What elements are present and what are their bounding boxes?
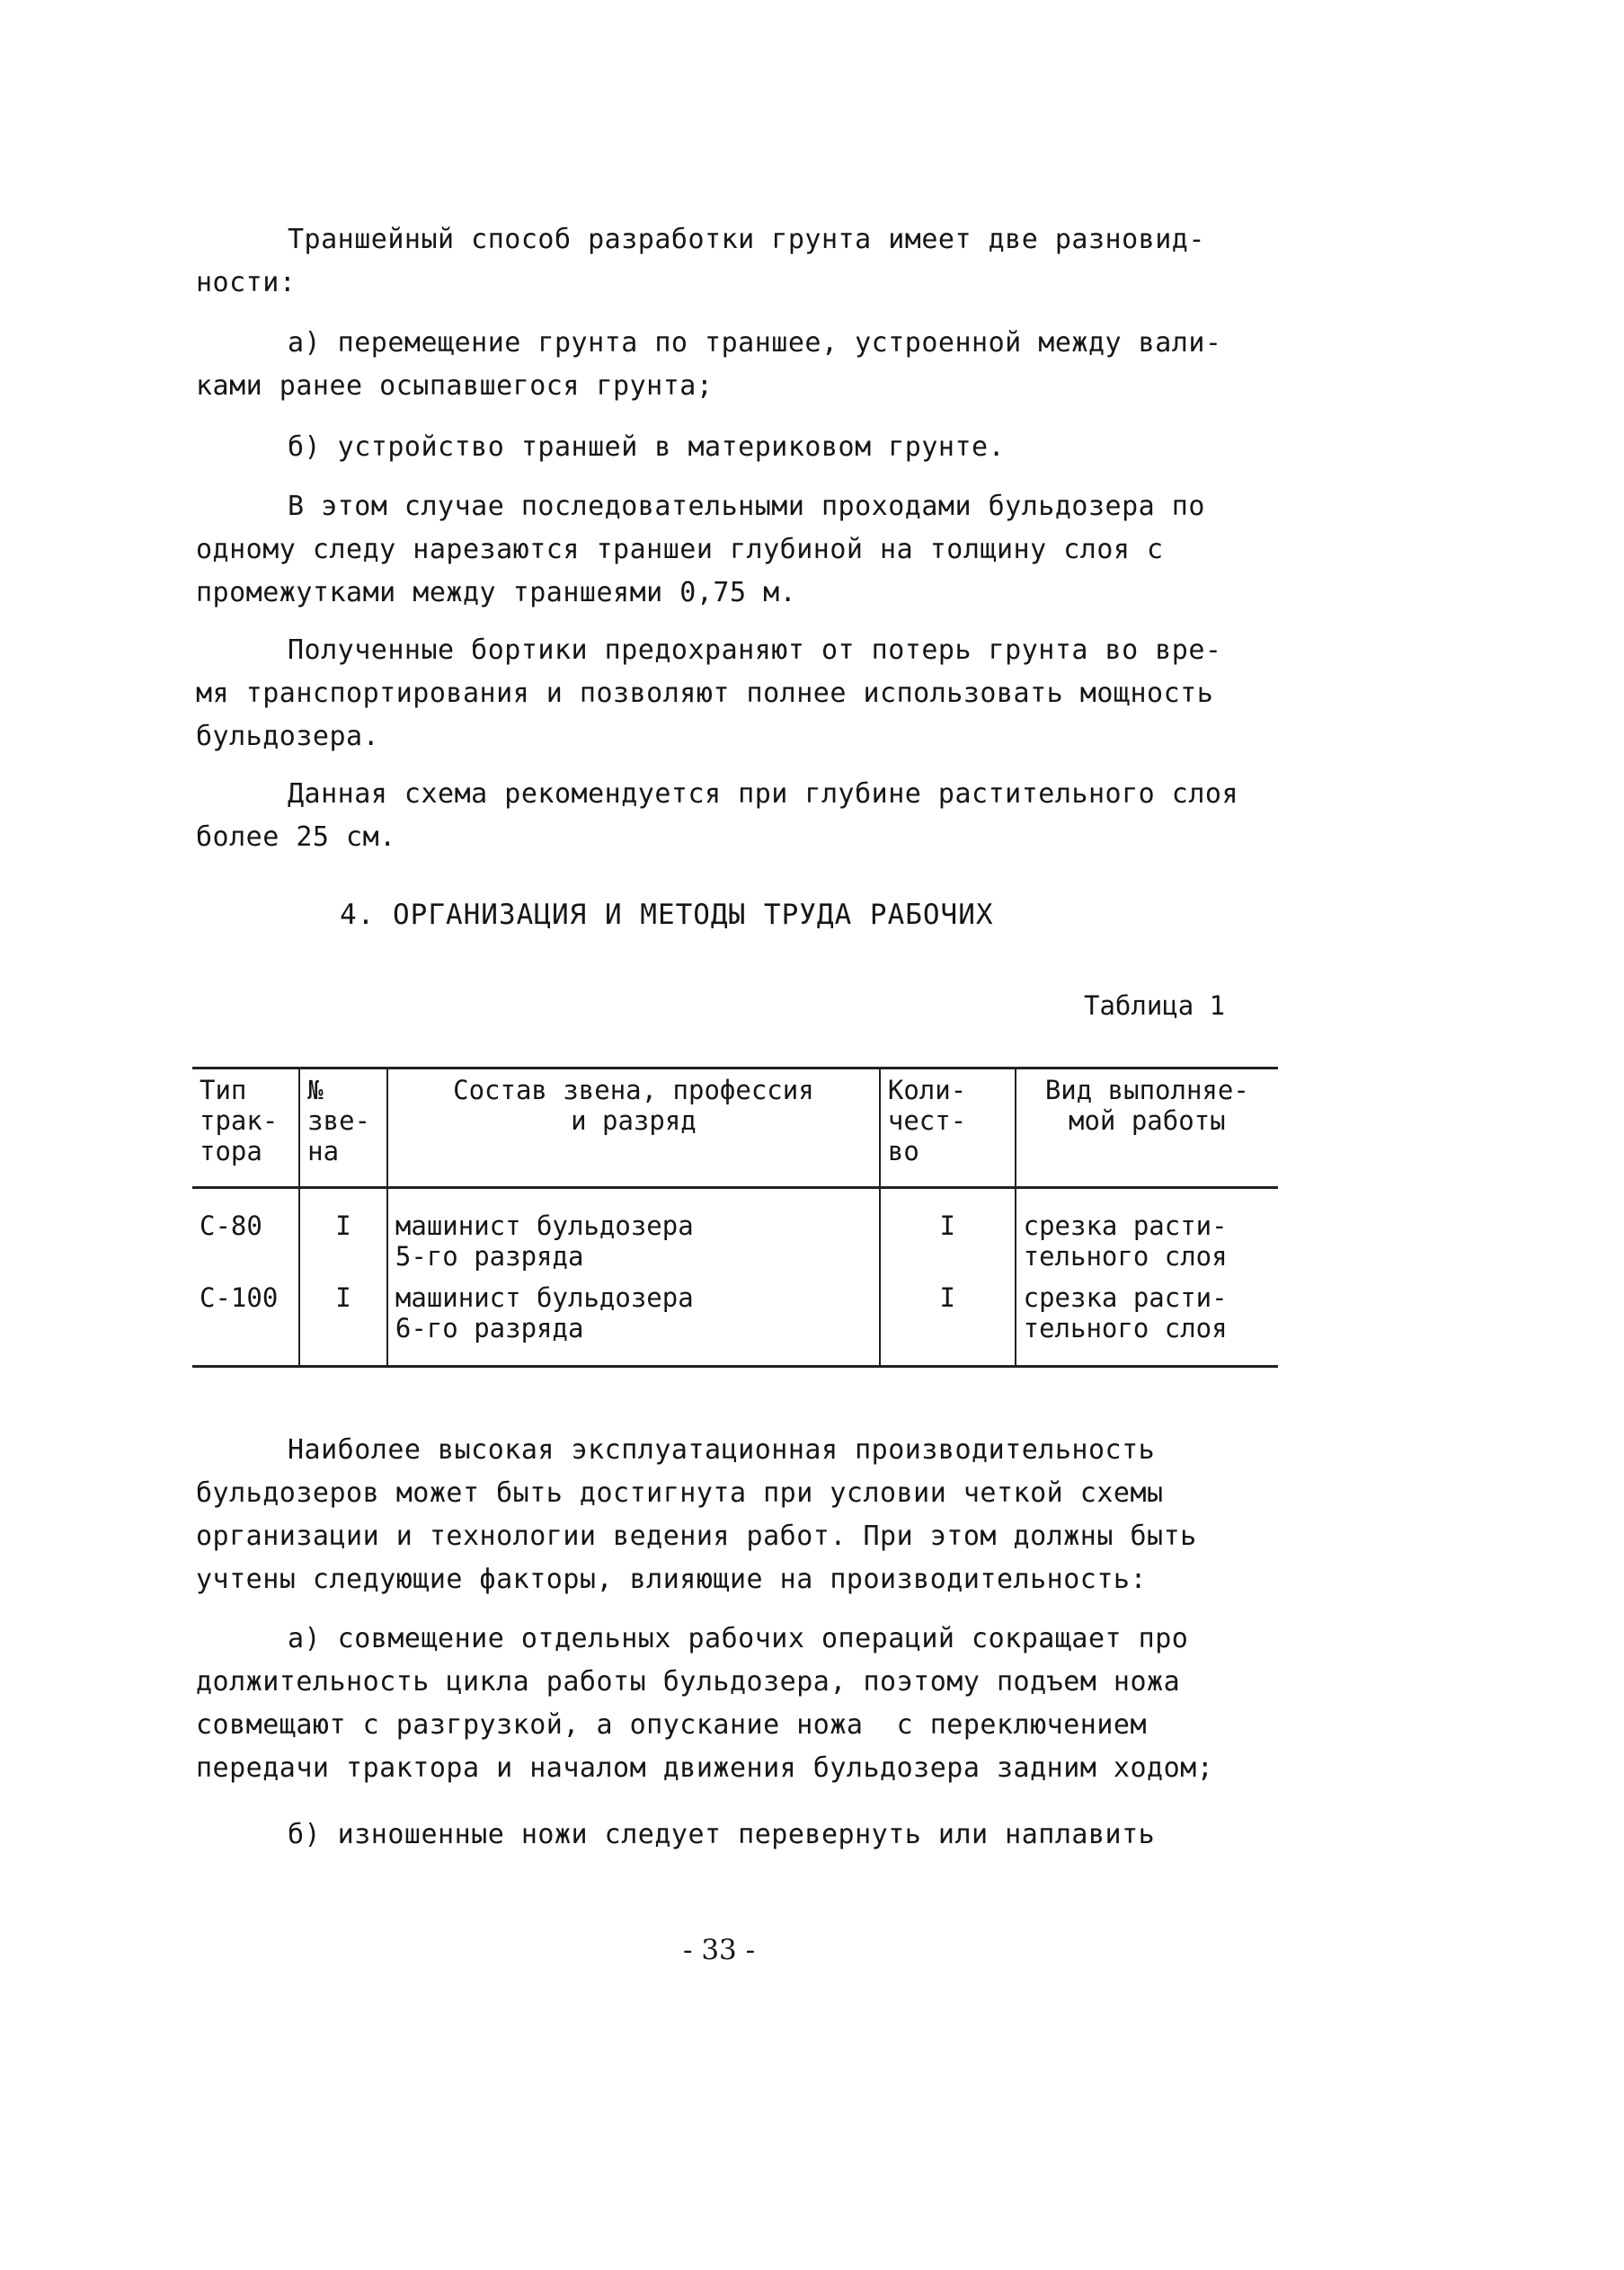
cell-composition: [387, 1188, 880, 1278]
top-paragraph: [196, 629, 1301, 758]
cell-line: срезка расти-: [1023, 1282, 1228, 1313]
header-line: на: [307, 1136, 340, 1166]
section-heading: 4. ОРГАНИЗАЦИЯ И МЕТОДЫ ТРУДА РАБОЧИХ: [340, 899, 994, 931]
cell-composition: [387, 1277, 880, 1367]
cell-tractor-type: [192, 1277, 299, 1367]
text-line: б) устройство траншей в материковом грунте.: [288, 431, 1006, 463]
cell-line: 5-го разряда: [395, 1241, 584, 1272]
cell-line: машинист бульдозера: [395, 1210, 694, 1241]
text-line: б) изношенные ножи следует перевернуть или наплавить: [288, 1819, 1156, 1850]
text-line: а) перемещение грунта по траншее, устроенной между вали-: [288, 327, 1222, 359]
text-line: бульдозеров может быть достигнута при условии четкой схемы: [196, 1477, 1164, 1509]
cell-quantity: [880, 1188, 1016, 1278]
header-line: №: [307, 1075, 324, 1105]
cell-line: I: [335, 1282, 351, 1313]
bottom-paragraph: [196, 1813, 1301, 1857]
bottom-paragraph: [196, 1618, 1301, 1790]
text-line: совмещают с разгрузкой, а опускание ножа с переключением: [196, 1709, 1148, 1741]
cell-work-type: [1016, 1188, 1278, 1278]
text-line: Траншейный способ разработки грунта имеет две разновид-: [288, 224, 1205, 255]
table-row: [192, 1188, 1278, 1278]
text-line: а) совмещение отдельных рабочих операций сокращает про: [288, 1623, 1189, 1654]
header-line: трак-: [200, 1105, 279, 1136]
cell-line: машинист бульдозера: [395, 1282, 694, 1313]
text-line: учтены следующие факторы, влияющие на производительность:: [196, 1564, 1148, 1595]
cell-line: С-80: [200, 1210, 262, 1241]
cell-line: тельного слоя: [1023, 1241, 1228, 1272]
text-line: ности:: [196, 267, 297, 298]
header-line: и разряд: [571, 1105, 697, 1136]
text-line: более 25 см.: [196, 821, 396, 853]
header-tractor-type: [192, 1068, 299, 1188]
text-line: ками ранее осыпавшегося грунта;: [196, 370, 714, 402]
header-line: тора: [200, 1136, 262, 1166]
top-paragraph: [196, 773, 1301, 859]
cell-unit-number: [299, 1277, 387, 1367]
header-line: Коли-: [887, 1075, 967, 1105]
cell-line: тельного слоя: [1023, 1313, 1228, 1343]
cell-unit-number: [299, 1188, 387, 1278]
text-line: мя транспортирования и позволяют полнее использовать мощность: [196, 678, 1214, 709]
text-line: Наиболее высокая эксплуатационная производительность: [288, 1434, 1156, 1466]
text-line: промежутками между траншеями 0,75 м.: [196, 577, 797, 608]
top-paragraph: [196, 322, 1301, 408]
cell-work-type: [1016, 1277, 1278, 1367]
table-body: [192, 1188, 1278, 1367]
cell-line: С-100: [200, 1282, 279, 1313]
page-number: - 33 -: [683, 1934, 756, 1966]
table-row: [192, 1277, 1278, 1367]
header-composition: [387, 1068, 880, 1188]
brigade-table: [192, 1067, 1278, 1368]
cell-quantity: [880, 1277, 1016, 1367]
header-line: Тип: [200, 1075, 247, 1105]
header-quantity: [880, 1068, 1016, 1188]
table-header-row: [192, 1068, 1278, 1188]
cell-line: I: [939, 1282, 955, 1313]
text-line: бульдозера.: [196, 721, 380, 752]
top-paragraph: [196, 426, 1301, 469]
cell-line: I: [335, 1210, 351, 1241]
header-line: Состав звена, профессия: [453, 1075, 814, 1105]
header-line: чест-: [887, 1105, 967, 1136]
header-unit-number: [299, 1068, 387, 1188]
header-line: Вид выполняе-: [1044, 1075, 1249, 1105]
text-line: должительность цикла работы бульдозера, поэтому подъем ножа: [196, 1666, 1181, 1698]
text-line: Полученные бортики предохраняют от потерь грунта во вре-: [288, 634, 1222, 666]
cell-line: I: [939, 1210, 955, 1241]
top-paragraph: [196, 218, 1301, 305]
text-line: одному следу нарезаются траншеи глубиной на толщину слоя с: [196, 534, 1164, 565]
text-line: В этом случае последовательными проходами бульдозера по: [288, 491, 1205, 522]
header-line: зве-: [307, 1105, 370, 1136]
header-line: во: [887, 1136, 919, 1166]
cell-tractor-type: [192, 1188, 299, 1278]
text-line: организации и технологии ведения работ. При этом должны быть: [196, 1521, 1197, 1552]
cell-line: срезка расти-: [1023, 1210, 1228, 1241]
cell-line: 6-го разряда: [395, 1313, 584, 1343]
top-paragraph: [196, 485, 1301, 615]
header-work-type: [1016, 1068, 1278, 1188]
bottom-paragraph: [196, 1429, 1301, 1601]
text-line: Данная схема рекомендуется при глубине растительного слоя: [288, 778, 1239, 810]
header-line: мой работы: [1069, 1105, 1226, 1136]
table-caption: Таблица 1: [1084, 990, 1226, 1021]
text-line: передачи трактора и началом движения бульдозера задним ходом;: [196, 1752, 1214, 1784]
